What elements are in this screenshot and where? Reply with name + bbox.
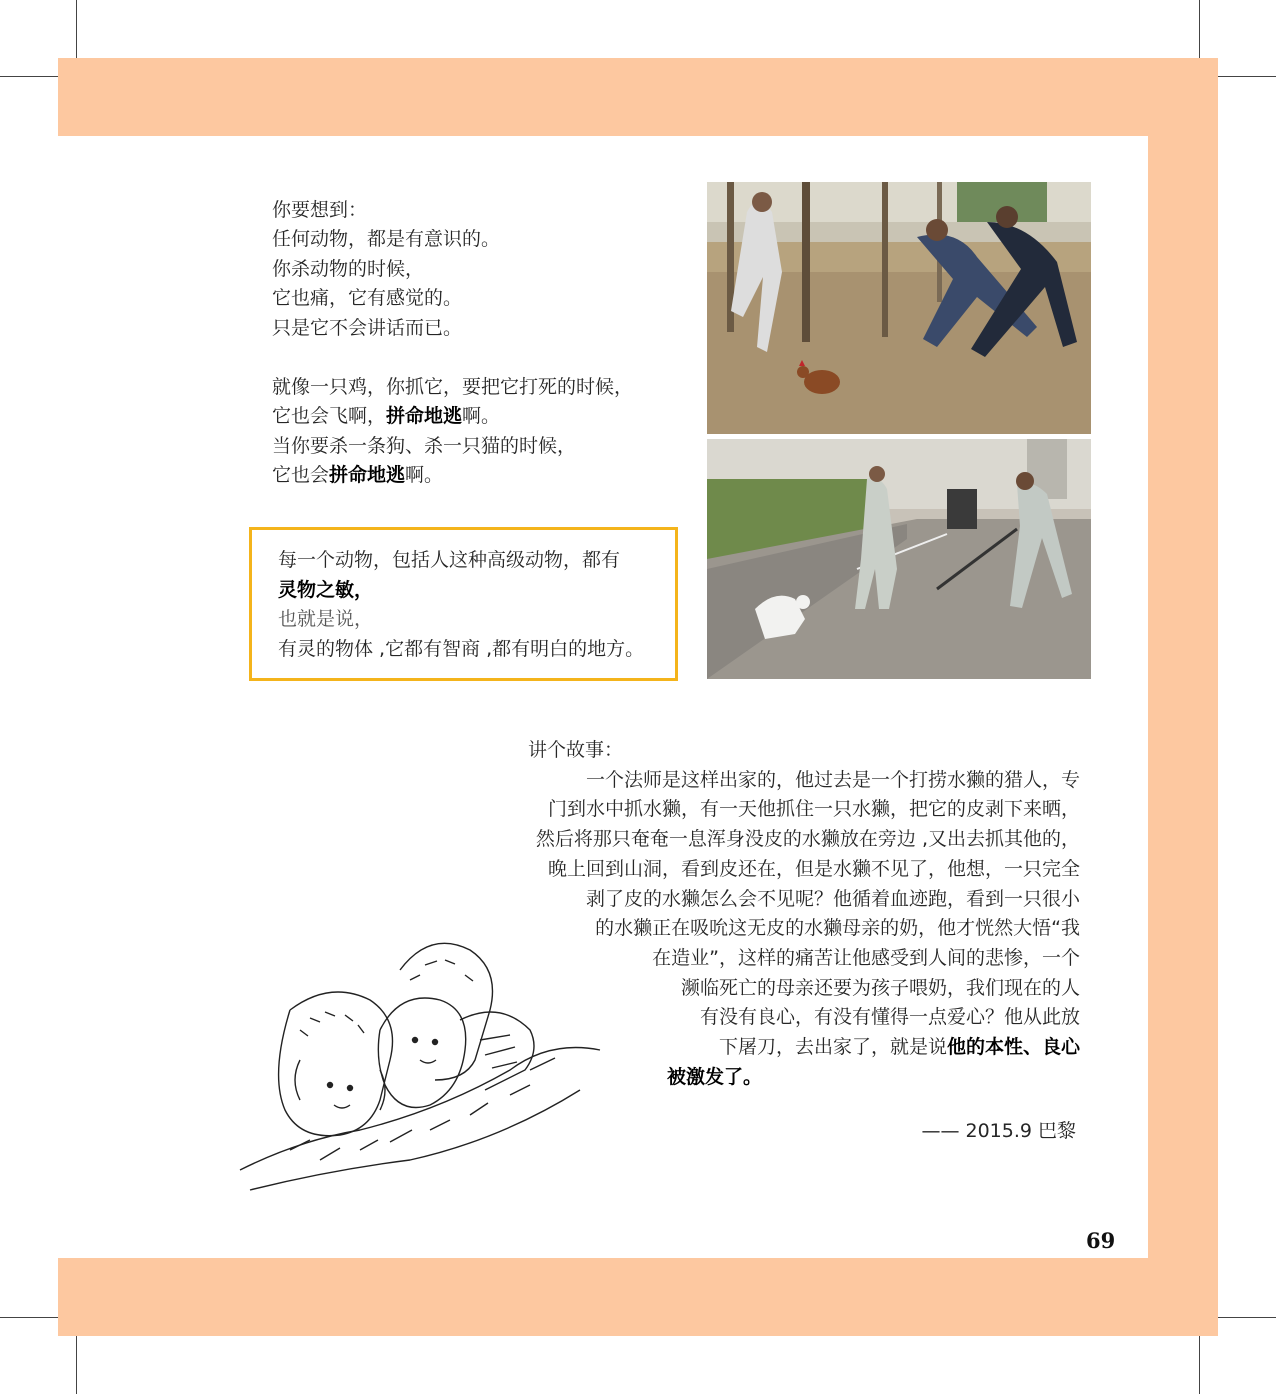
story-line: 剥了皮的水獭怎么会不见呢？他循着血迹跑，看到一只很小 [585, 887, 1080, 910]
page-number: 69 [1086, 1228, 1116, 1253]
crop-mark [0, 76, 58, 77]
story-text: 下屠刀，去出家了，就是说 [718, 1036, 947, 1059]
crop-mark [1199, 0, 1200, 58]
story-line: 在造业”，这样的痛苦让他感受到人间的悲惨，一个 [652, 946, 1080, 969]
crop-mark [1218, 1317, 1276, 1318]
story-emphasis: 被激发了。 [667, 1065, 763, 1088]
verse-line: 就像一只鸡，你抓它，要把它打死的时候， [272, 376, 634, 399]
quote-box [249, 527, 678, 681]
verse-line: 任何动物，都是有意识的。 [272, 228, 501, 251]
story-line: 晚上回到山洞，看到皮还在，但是水獭不见了，他想，一只完全 [547, 857, 1080, 880]
crop-mark [76, 0, 77, 58]
bottom-band [58, 1258, 1218, 1336]
verse-line: 你要想到： [272, 199, 368, 221]
quote-line: 也就是说， [278, 608, 374, 630]
story-line: 有没有良心，有没有懂得一点爱心？他从此放 [699, 1006, 1080, 1029]
verse-text: 它也会 [272, 464, 330, 487]
story-line: 的水獭正在吸吮这无皮的水獭母亲的奶，他才恍然大悟“我 [595, 917, 1080, 940]
verse-emphasis: 拼命地逃 [329, 464, 406, 487]
verse-line: 只是它不会讲话而已。 [272, 316, 463, 339]
story-line: 然后将那只奄奄一息浑身没皮的水獭放在旁边 ,又出去抓其他的， [535, 828, 1080, 851]
story-line: 濒临死亡的母亲还要为孩子喂奶，我们现在的人 [680, 976, 1080, 999]
verse-text: 啊。 [405, 464, 444, 487]
verse-line [272, 402, 692, 431]
crop-mark [0, 1317, 58, 1318]
verse-line: 你杀动物的时候， [272, 257, 425, 280]
otter-sketch-illustration [230, 920, 610, 1200]
photo-chicken-chase [707, 182, 1091, 434]
story-line: 一个法师是这样出家的，他过去是一个打捞水獭的猎人，专 [585, 768, 1080, 791]
verse-block [272, 196, 692, 491]
verse-line: 它也痛，它有感觉的。 [272, 287, 463, 310]
right-band [1148, 136, 1218, 1258]
crop-mark [1199, 1336, 1200, 1394]
signature-date: —— 2015.9 巴黎 [921, 1120, 1076, 1142]
quote-line: 每一个动物，包括人这种高级动物，都有 [278, 549, 621, 571]
photo-dog-catching [707, 439, 1091, 679]
crop-mark [1218, 76, 1276, 77]
story-line: 门到水中抓水獭，有一天他抓住一只水獭，把它的皮剥下来晒， [547, 798, 1080, 821]
verse-emphasis: 拼命地逃 [386, 405, 463, 428]
verse-text: 啊。 [462, 405, 501, 428]
quote-line: 有灵的物体 ,它都有智商 ,都有明白的地方。 [278, 637, 645, 660]
top-band [58, 58, 1218, 136]
verse-line [272, 461, 692, 490]
story-line: 讲个故事： [528, 739, 624, 761]
quote-emphasis: 灵物之敏， [278, 578, 374, 601]
crop-mark [76, 1336, 77, 1394]
verse-line: 当你要杀一条狗、杀一只猫的时候， [272, 434, 577, 457]
quote-line [278, 576, 665, 606]
story-emphasis: 他的本性、良心 [946, 1036, 1080, 1059]
verse-text: 它也会飞啊， [272, 405, 387, 428]
